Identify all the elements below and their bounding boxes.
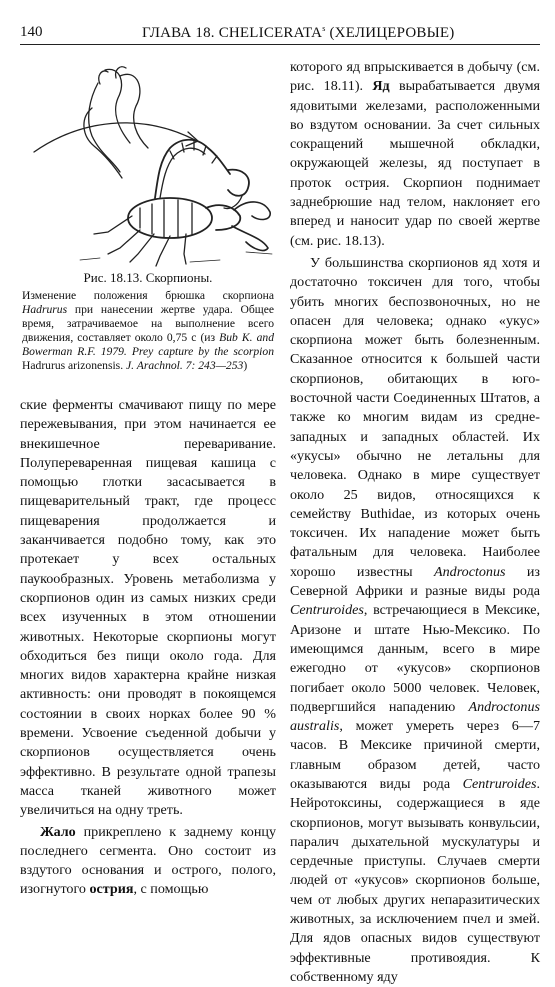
caption-genus: Hadrurus	[22, 303, 68, 316]
paragraph-part: . Нейротоксины, содержащиеся в яде скорпионов, могут вызывать конвульсии, паралич дыхательной мускулатуры и сердечные приступы. Случаев смерти людей от «укусов» скорпионов больше, чем от любых других непаразитических животных, за исключением пчел и змей. Для ядов опасных видов существуют эффективные противоядия. К собственному яду	[290, 775, 540, 985]
paragraph-part: которого яд впрыскивается в добычу (см. рис. 18.11).	[290, 59, 540, 95]
caption-part: Изменение положения брюшка скорпиона	[22, 289, 274, 302]
tail-outline-3	[120, 74, 148, 148]
paragraph-part: из Северной Африки и разные виды рода	[290, 563, 540, 600]
running-head-main: ГЛАВА 18. CHELICERATA	[142, 25, 323, 41]
pincer-left	[232, 226, 268, 250]
tail-outline-1	[89, 83, 120, 172]
scorpion-illustration	[20, 48, 280, 268]
running-head-tail: (ХЕЛИЦЕРОВЫЕ)	[329, 25, 455, 41]
paragraph: ские ферменты смачивают пищу по мере пережевывания, при этом начинается ее внекишечное переваривание. Полупереваренная пищевая кашица с помощью глотки засасывается в пищеварительный тракт, где процесс пищеварения продолжается и заканчивается подобно тому, как это протекает у всех остальных паукообразных. Уровень метаболизма у скорпионов один из самых низких среди всех изученных в этом отношении животных. Некоторые скорпионы могут обходиться без пищи около года. Для многих видов характерна крайне низкая активность: они проводят в покоящемся состоянии в своих норках более 90 % времени. Усвоение съеденной добычи у скорпионов осуществляется очень эффективно. В результате одной трапезы масса тканей животного может увеличиться на одну треть.	[20, 397, 276, 819]
paragraph-part: , встречающиеся в Мексике, Аризоне и штате Нью-Мексико. По имеющимся данным, всего в мире ежегодно от «укусов» скорпионов погибает около 5000 человек. Человек, подвергшийся нападению	[290, 602, 540, 715]
paragraph-part: , с помощью	[133, 881, 209, 898]
caption-part: при нанесении жертве удара. Общее время, затрачиваемое на выполнение всего движения, составляет около 0,75 с (из	[22, 303, 274, 344]
taxon-name: Androctonus australis	[290, 698, 540, 735]
paragraph	[290, 254, 540, 987]
running-head	[142, 24, 454, 42]
body-segments	[140, 200, 192, 237]
tail-segment-lines	[170, 141, 217, 163]
caption-species: Hadrurus arizonensis.	[22, 359, 126, 372]
term-venom: Яд	[372, 78, 390, 95]
paragraph	[290, 58, 540, 251]
stinger-outline-1	[99, 71, 108, 84]
left-column	[20, 396, 276, 900]
term-sting: Жало	[40, 823, 76, 840]
taxon-name: Androctonus	[434, 563, 506, 580]
paragraph-part: , может умереть через 6—7 часов. В Мексике причиной смерти, главным образом детей, часто оказываются виды рода	[290, 718, 540, 792]
running-head-sup: s	[322, 24, 326, 33]
caption-reference: Bub K. and Bowerman R.F. 1979. Prey capture by the scorpion	[22, 331, 274, 358]
stinger-bulb	[228, 170, 249, 196]
taxon-name: Centruroides	[462, 775, 537, 792]
tail-inner	[160, 148, 205, 198]
paragraph-part: У большинства скорпионов яд хотя и достаточно токсичен для того, чтобы убить многих беспозвоночных, но не опасен для человека; однако «укус» скорпиона может быть болезненным. Сказанное относится к большей части скорпионов, обитающих в юго-восточной части Соединенных Штатов, а также ко многим видам из средне-западных и западных областей. Их «укусы» обычно не летальны для человека. Однако в мире существует около 25 видов, относящихся к семейству Buthidae, из которых очень токсичен. Их нападение может быть фатальным для человека. Наиболее хорошо известны	[290, 254, 540, 580]
tail-outline-2	[105, 69, 130, 143]
page-number: 140	[20, 24, 43, 40]
scorpion-drawing	[20, 48, 280, 268]
caption-journal: J. Arachnol. 7: 243—253	[126, 359, 244, 372]
figure-caption-title: Рис. 18.13. Скорпионы.	[83, 270, 213, 285]
term-aculeus: острия	[89, 881, 134, 898]
right-column	[290, 58, 540, 987]
figure-caption	[22, 270, 274, 373]
paragraph-part: прикреплено к заднему концу последнего сегмента. Оно состоит из вздутого основания и острого, полого, изогнутого	[20, 823, 276, 898]
figure-caption-text	[22, 289, 274, 373]
paragraph-part: вырабатывается двумя ядовитыми железами, расположенными во вздутом основании. За счет сильных сокращений мышечной обкладки, окружающей железы, яд поступает в проток острия. Скорпион поднимает заднебрюшие над телом, наклоняет его вперед и наносит удар по своей жертве (см. рис. 18.13).	[290, 78, 540, 249]
page-header	[20, 22, 540, 45]
paragraph	[20, 823, 276, 900]
taxon-name: Centruroides	[290, 602, 364, 619]
caption-part: )	[243, 359, 248, 372]
